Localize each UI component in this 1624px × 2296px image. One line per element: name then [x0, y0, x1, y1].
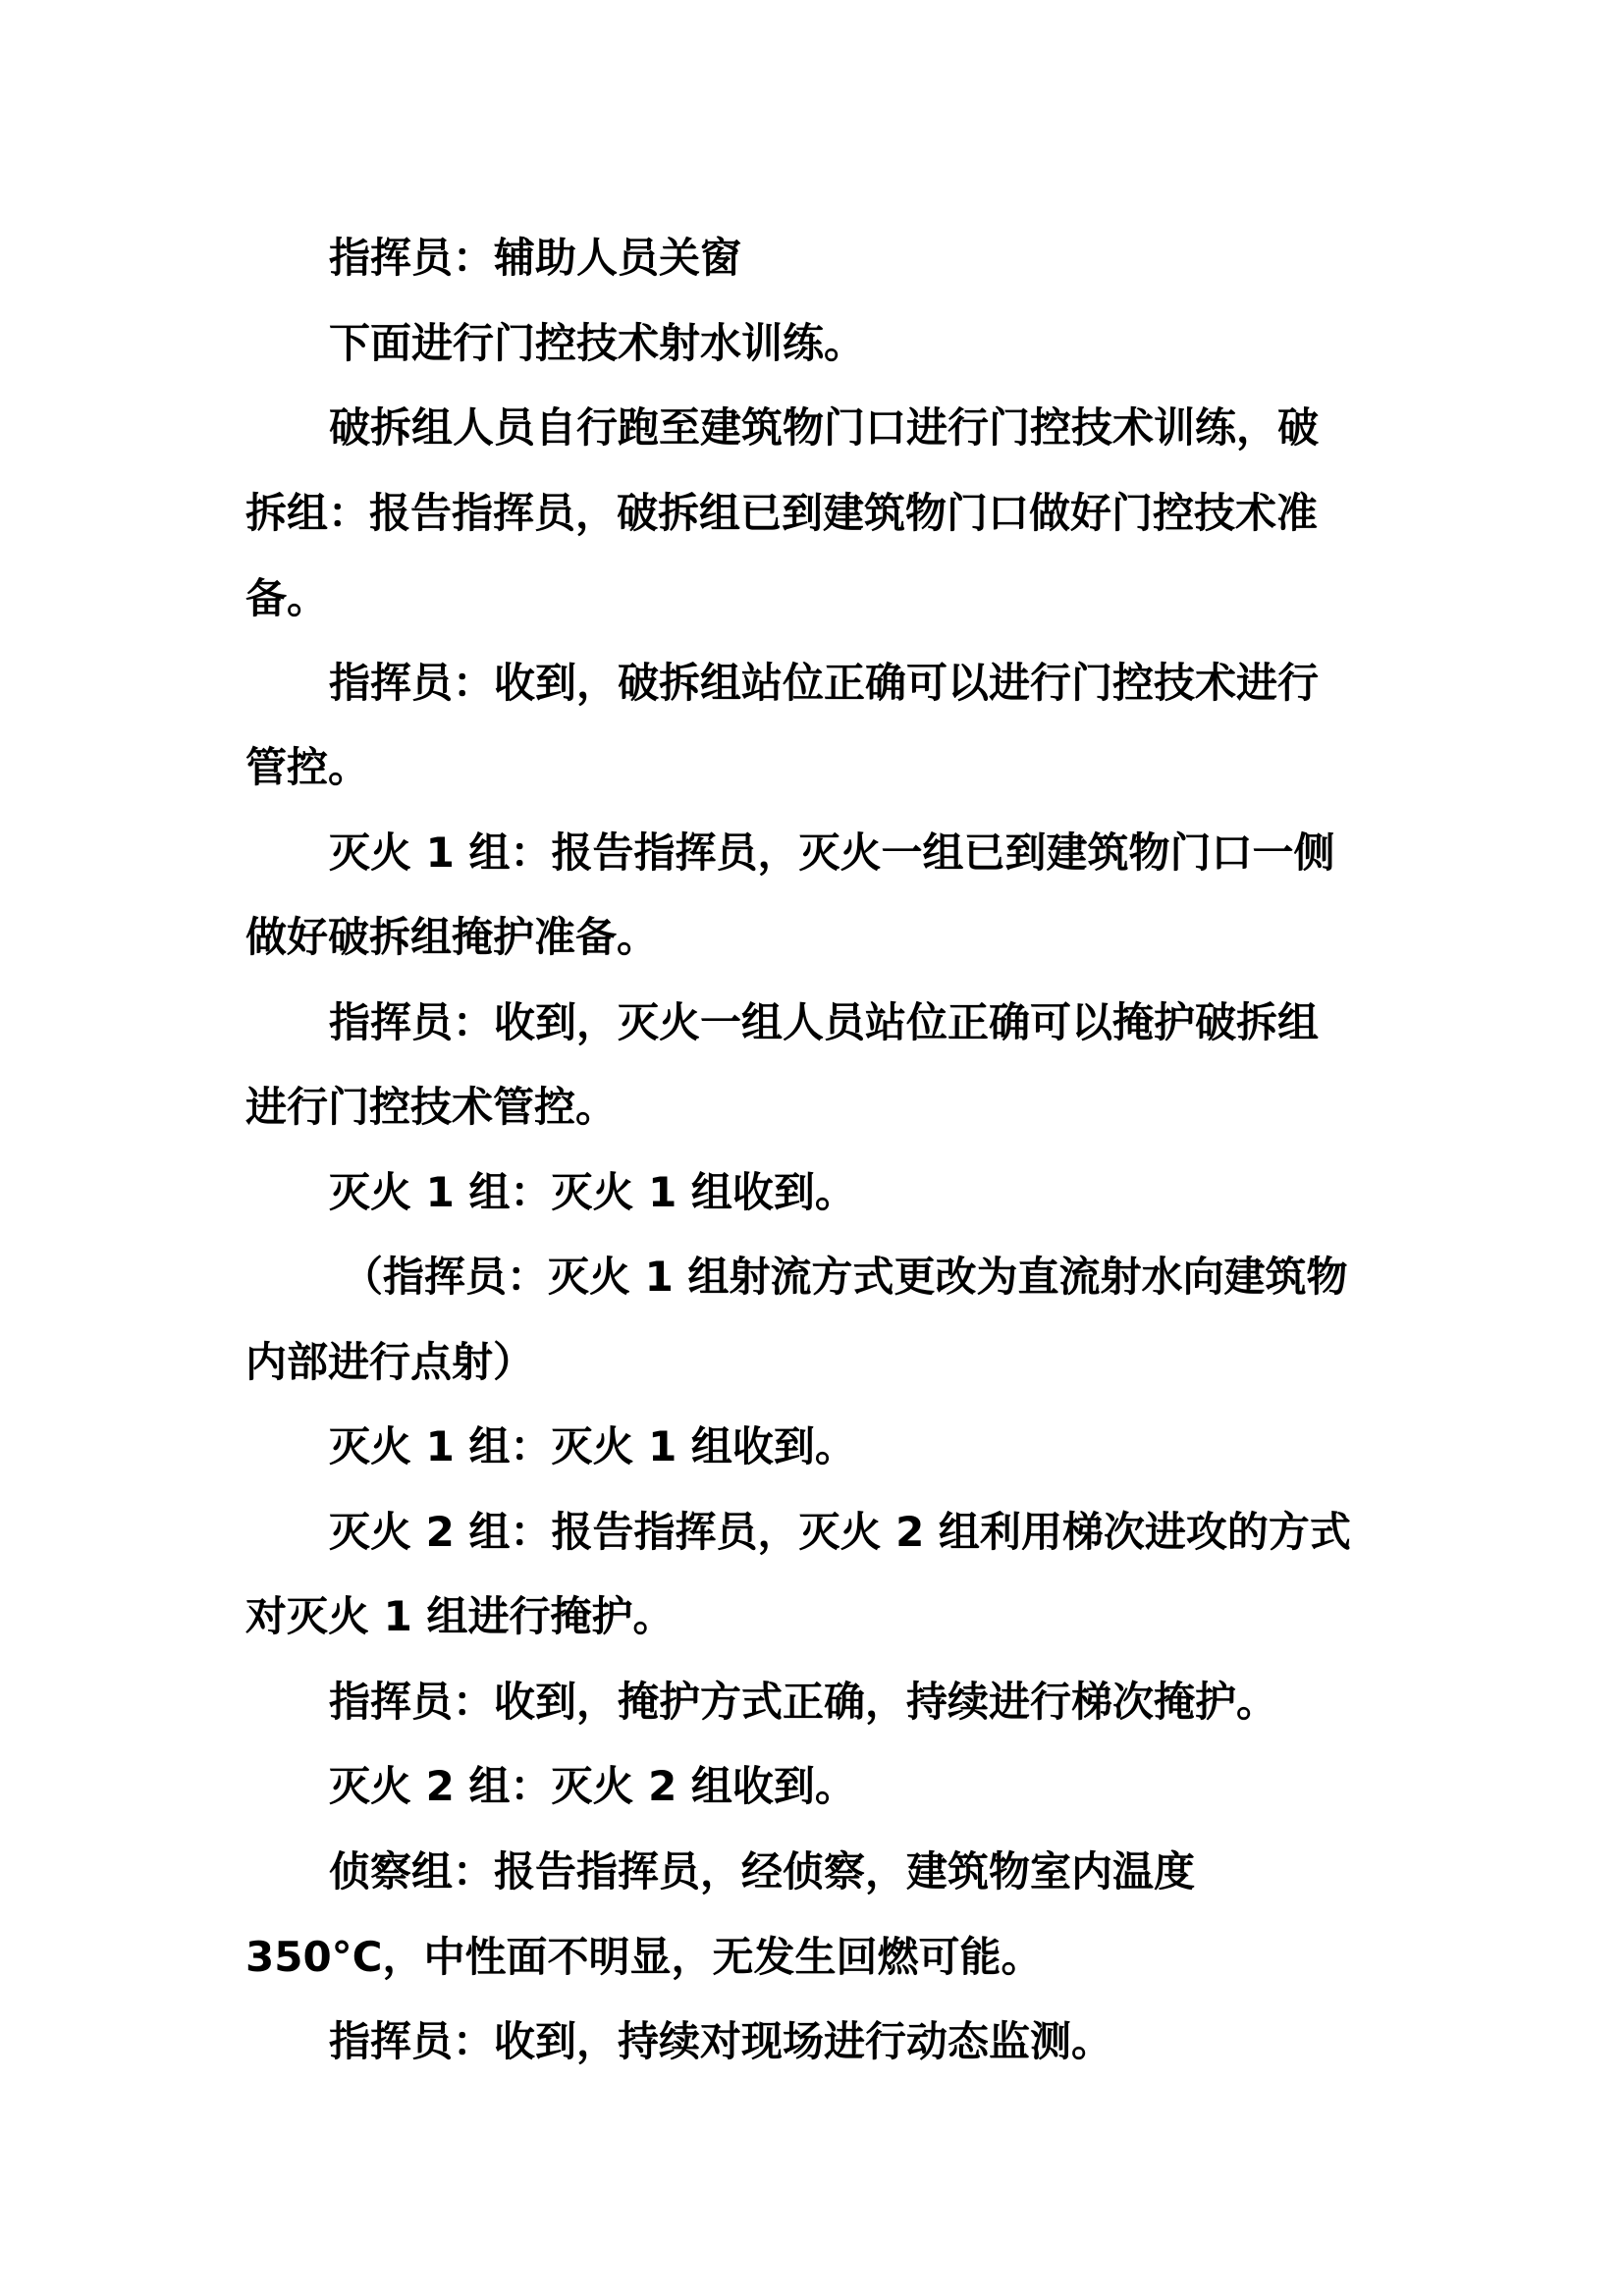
paragraph-line: 进行门控技术管控。: [245, 1083, 618, 1131]
paragraph-line: 指挥员：收到，灭火一组人员站位正确可以掩护破拆组: [329, 998, 1320, 1046]
paragraph-line: 指挥员：收到，掩护方式正确，持续进行梯次掩护。: [329, 1678, 1278, 1726]
paragraph-line: 灭火 1 组：灭火 1 组收到。: [329, 1168, 856, 1216]
paragraph-line: 灭火 1 组：灭火 1 组收到。: [329, 1422, 856, 1470]
paragraph-line: 备。: [245, 574, 329, 622]
paragraph-line: 拆组：报告指挥员，破拆组已到建筑物门口做好门控技术准: [245, 489, 1319, 537]
paragraph-line: 指挥员：收到，持续对现场进行动态监测。: [329, 2017, 1113, 2065]
paragraph-line: 做好破拆组掩护准备。: [245, 913, 659, 961]
paragraph-line: 指挥员：辅助人员关窗: [329, 234, 742, 282]
paragraph-line: 灭火 1 组：报告指挥员，灭火一组已到建筑物门口一侧: [329, 828, 1335, 877]
paragraph-line: 内部进行点射）: [245, 1338, 535, 1386]
paragraph-line: 对灭火 1 组进行掩护。: [245, 1592, 675, 1640]
paragraph-line: 管控。: [245, 743, 370, 791]
paragraph-line: 灭火 2 组：报告指挥员，灭火 2 组利用梯次进攻的方式: [329, 1508, 1351, 1556]
paragraph-line: 侦察组：报告指挥员，经侦察，建筑物室内温度: [329, 1847, 1196, 1896]
paragraph-line: 下面进行门控技术射水训练。: [329, 319, 866, 367]
paragraph-line: 灭火 2 组：灭火 2 组收到。: [329, 1762, 856, 1810]
paragraph-line: 350°C，中性面不明显，无发生回燃可能。: [245, 1933, 1043, 1981]
paragraph-line: 指挥员：收到，破拆组站位正确可以进行门控技术进行: [329, 659, 1320, 707]
paragraph-line: 破拆组人员自行跑至建筑物门口进行门控技术训练，破: [329, 403, 1320, 452]
paragraph-line: （指挥员：灭火 1 组射流方式更改为直流射水向建筑物: [342, 1253, 1348, 1301]
